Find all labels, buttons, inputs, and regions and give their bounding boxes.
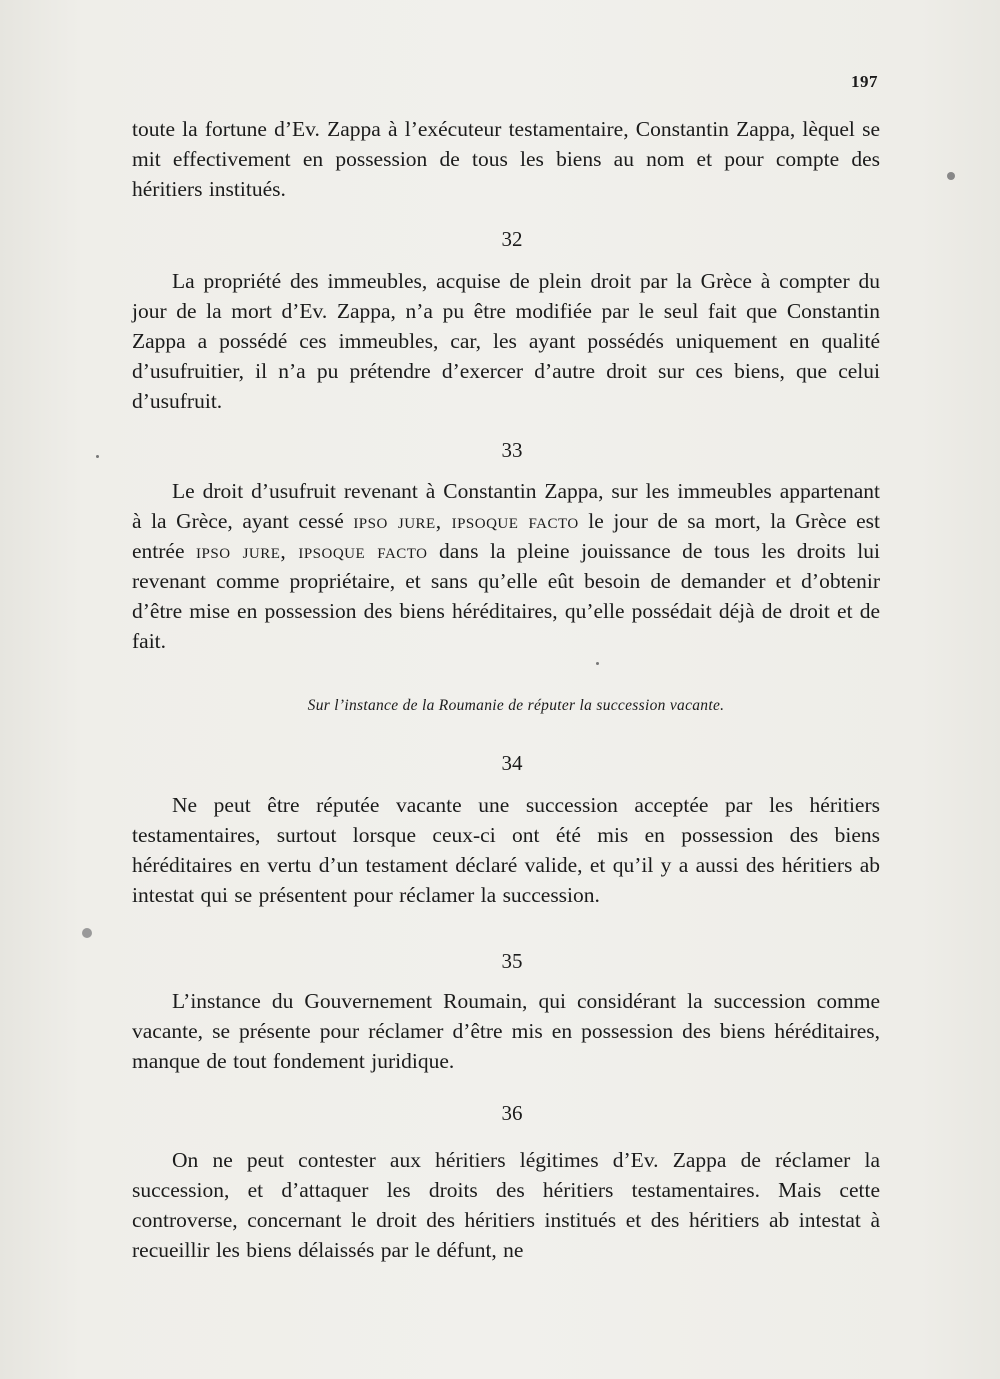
article-33-text-part-1: Le droit d’usufruit revenant à Constantin Zappa, sur les immeubles appartenant à la Grèce, ayant cessé <box>132 479 880 533</box>
article-35-paragraph <box>132 986 880 1076</box>
article-number-36: 36 <box>501 1101 523 1125</box>
scan-speck <box>82 928 92 938</box>
article-33-text-part-2: le jour de sa mort, la Grèce est entrée <box>132 509 881 563</box>
intro-text: toute la fortune d’Ev. Zappa à l’exécuteur testamentaire, Constantin Zappa, lèquel se mit effectivement en possession de tous les biens au nom et pour compte des héritiers institués. <box>132 117 880 201</box>
scan-speck <box>947 172 955 180</box>
article-32-paragraph <box>132 266 880 416</box>
scan-speck <box>596 662 599 665</box>
page-number: 197 <box>851 72 878 91</box>
article-33-paragraph <box>132 476 880 656</box>
section-heading: Sur l’instance de la Roumanie de réputer la succession vacante. <box>307 697 725 714</box>
article-34-paragraph <box>132 790 880 910</box>
article-number-32: 32 <box>501 227 523 251</box>
article-32-text: La propriété des immeubles, acquise de plein droit par la Grèce à compter du jour de la mort d’Ev. Zappa, n’a pu être modifiée par le seul fait que Constantin Zappa a possédé ces immeubles, car, les ayant possédés uniquement en qualité d’usufruitier, il n’a pu prétendre d’exercer d’autre droit sur ces biens, que celui d’usufruit. <box>132 269 880 413</box>
article-33-text <box>132 476 880 656</box>
article-36-text: On ne peut contester aux héritiers légitimes d’Ev. Zappa de réclamer la succession, et d’attaquer les droits des héritiers testamentaires. Mais cette controverse, concernant le droit des héritiers institués et des héritiers ab intestat à recueillir les biens délaissés par le défunt, ne <box>132 1148 880 1262</box>
article-number-34: 34 <box>501 751 523 775</box>
article-33-latin-1: ipso jure, ipsoque facto <box>353 509 579 533</box>
intro-paragraph <box>132 114 880 204</box>
article-35-text: L’instance du Gouvernement Roumain, qui considérant la succession comme vacante, se présente pour réclamer d’être mis en possession des biens héréditaires, manque de tout fondement juridique. <box>132 989 880 1073</box>
scan-speck <box>96 455 99 458</box>
article-33-text-part-3: dans la pleine jouissance de tous les droits lui revenant comme propriétaire, et sans qu’elle eût besoin de demander et d’obtenir d’être mise en possession des biens héréditaires, qu’elle possédait déjà de droit et de fait. <box>132 539 880 653</box>
article-number-33: 33 <box>501 438 523 462</box>
article-number-35: 35 <box>501 949 523 973</box>
article-34-text: Ne peut être réputée vacante une succession acceptée par les héritiers testamentaires, surtout lorsque ceux-ci ont été mis en possession des biens héréditaires en vertu d’un testament déclaré valide, et qu’il y a aussi des héritiers ab intestat qui se présentent pour réclamer la succession. <box>132 793 880 907</box>
article-36-paragraph <box>132 1145 880 1265</box>
article-33-latin-2: ipso jure, ipsoque facto <box>196 539 428 563</box>
